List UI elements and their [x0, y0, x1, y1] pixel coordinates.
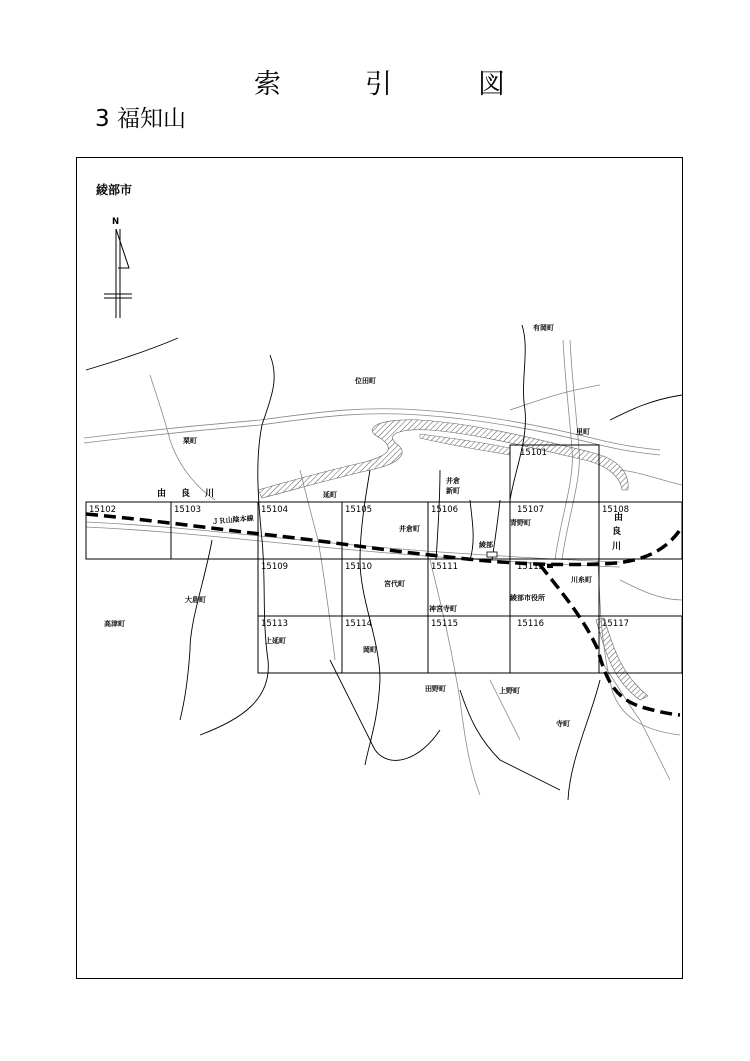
sheet-number: 15105	[345, 505, 373, 515]
river-label-char: 川	[612, 542, 622, 552]
place-label: 井倉町	[399, 525, 420, 533]
place-label: 田野町	[425, 685, 446, 693]
place-label: 栗町	[183, 437, 197, 445]
place-label: 川糸町	[571, 576, 592, 584]
sheet-number: 15108	[602, 505, 630, 515]
station-marker	[487, 552, 497, 557]
place-label: 有岡町	[533, 324, 554, 332]
place-label: 宮代町	[384, 580, 405, 588]
river-area	[258, 420, 648, 700]
title-char: 索	[254, 69, 281, 100]
place-label: 綾部	[479, 541, 493, 549]
sheet-number: 15115	[431, 619, 459, 629]
place-label: 井倉	[446, 477, 460, 485]
place-label: 新町	[446, 487, 460, 495]
river-label-char: 良	[181, 489, 191, 499]
place-label: 寺町	[556, 720, 570, 728]
sheet-number: 15117	[602, 619, 630, 629]
place-label: 岡町	[363, 646, 377, 654]
sheet-number: 15103	[174, 505, 202, 515]
sheet-number: 15114	[345, 619, 373, 629]
sheet-number: 15111	[431, 562, 459, 572]
sheet-number: 15116	[517, 619, 545, 629]
station-marker	[547, 564, 553, 568]
sheet-number: 15101	[520, 448, 548, 458]
river-label-char: 由	[614, 513, 624, 523]
jr-railway	[86, 514, 680, 715]
place-label: 綾部市役所	[510, 594, 545, 602]
title-char: 引	[365, 69, 392, 100]
place-label: 青野町	[510, 519, 531, 527]
sheet-number: 15107	[517, 505, 545, 515]
place-label: 位田町	[355, 377, 376, 385]
sheet-number: 15110	[345, 562, 373, 572]
river-label-char: 由	[157, 489, 167, 499]
rail-label: ＪＲ山陰本線	[211, 514, 255, 526]
city-label: 綾部市	[96, 183, 133, 197]
river-label-char: 川	[205, 489, 215, 499]
place-label: 延町	[323, 491, 337, 499]
place-label: 高津町	[104, 620, 125, 628]
sheet-numbers	[89, 448, 629, 629]
place-label: 里町	[576, 428, 590, 436]
river-label-char: 良	[612, 527, 622, 537]
place-label: 上野町	[499, 687, 520, 695]
sheet-number: 15109	[261, 562, 289, 572]
sheet-number: 15113	[261, 619, 289, 629]
place-label: 大島町	[185, 596, 206, 604]
page-subtitle: 3 福知山	[95, 106, 186, 132]
sheet-number: 15104	[261, 505, 289, 515]
sheet-number: 15106	[431, 505, 459, 515]
sheet-number: 15112	[517, 562, 545, 572]
place-label: 上延町	[265, 637, 286, 645]
place-label: 神宮寺町	[429, 605, 457, 613]
north-label: N	[112, 217, 120, 227]
north-arrow-icon	[104, 217, 132, 318]
title-char: 図	[478, 69, 505, 100]
roads	[84, 340, 682, 795]
sheet-number: 15102	[89, 505, 117, 515]
